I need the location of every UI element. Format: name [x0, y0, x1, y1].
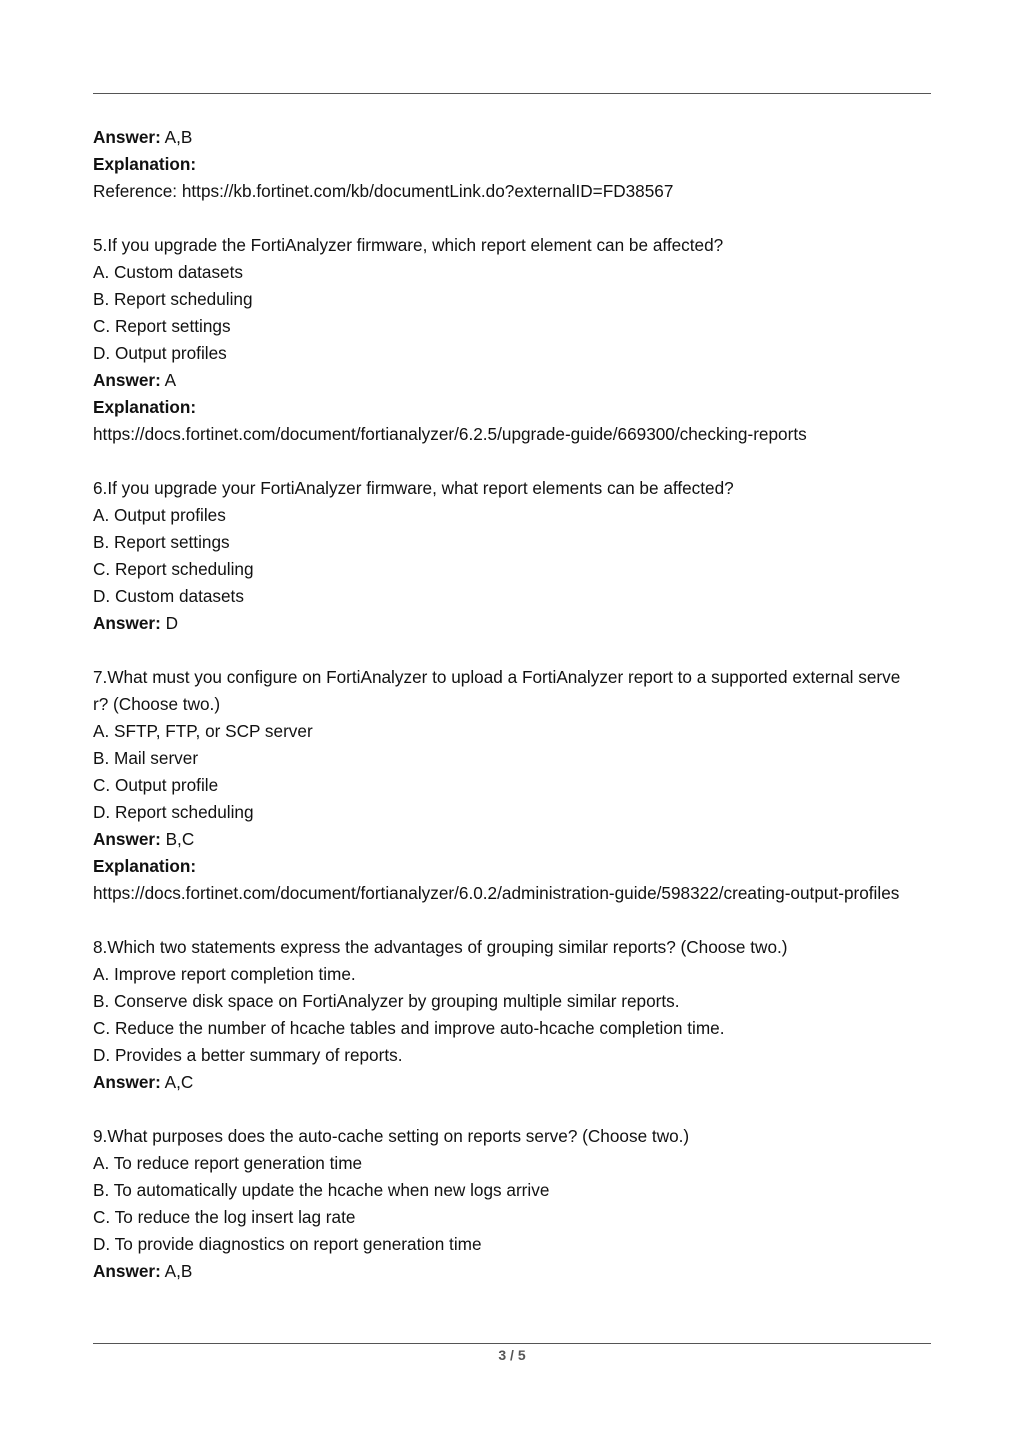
spacer	[93, 907, 933, 934]
question-block	[93, 475, 933, 637]
answer-label: Answer:	[93, 370, 161, 390]
option-c: C. Reduce the number of hcache tables and improve auto-hcache completion time.	[93, 1018, 725, 1038]
answer-line	[93, 1258, 933, 1285]
option-a: A. To reduce report generation time	[93, 1153, 363, 1173]
option-b: B. Report settings	[93, 532, 230, 552]
option-c: C. Report settings	[93, 316, 231, 336]
answer-label: Answer:	[93, 1072, 161, 1092]
spacer	[93, 1096, 933, 1123]
question-stem: 7.What must you configure on FortiAnalyzer to upload a FortiAnalyzer report to a supported external server? (Choose two.)	[93, 667, 901, 714]
option-d: D. Report scheduling	[93, 802, 254, 822]
option-d: D. Output profiles	[93, 343, 227, 363]
spacer	[93, 205, 933, 232]
answer-value: B,C	[165, 829, 195, 849]
explanation-text: Reference: https://kb.fortinet.com/kb/documentLink.do?externalID=FD38567	[93, 181, 674, 201]
option-b: B. To automatically update the hcache when new logs arrive	[93, 1180, 550, 1200]
option-d: D. To provide diagnostics on report generation time	[93, 1234, 482, 1254]
question-block	[93, 1123, 933, 1285]
answer-line	[93, 1069, 933, 1096]
option-a: A. Output profiles	[93, 505, 226, 525]
answer-line	[93, 124, 933, 151]
option-c: C. Report scheduling	[93, 559, 254, 579]
answer-line	[93, 826, 933, 853]
question-stem: 6.If you upgrade your FortiAnalyzer firmware, what report elements can be affected?	[93, 478, 734, 498]
answer-value: A	[164, 370, 177, 390]
answer-value: A,B	[164, 1261, 193, 1281]
page-number: 3 / 5	[498, 1347, 526, 1363]
option-a: A. Custom datasets	[93, 262, 243, 282]
explanation-label: Explanation:	[93, 856, 197, 876]
question-block	[93, 934, 933, 1096]
header-rule	[93, 93, 931, 94]
option-c: C. Output profile	[93, 775, 219, 795]
answer-value: D	[165, 613, 179, 633]
answer-value: A,C	[164, 1072, 194, 1092]
option-c: C. To reduce the log insert lag rate	[93, 1207, 356, 1227]
question-block	[93, 664, 933, 907]
answer-line	[93, 610, 933, 637]
answer-label: Answer:	[93, 1261, 161, 1281]
answer-value: A,B	[164, 127, 193, 147]
option-b: B. Conserve disk space on FortiAnalyzer by grouping multiple similar reports.	[93, 991, 680, 1011]
option-d: D. Provides a better summary of reports.	[93, 1045, 403, 1065]
footer-rule	[93, 1343, 931, 1344]
spacer	[93, 637, 933, 664]
explanation-text: https://docs.fortinet.com/document/fortianalyzer/6.0.2/administration-guide/598322/creating-output-profiles	[93, 883, 900, 903]
question-stem: 8.Which two statements express the advantages of grouping similar reports? (Choose two.)	[93, 937, 788, 957]
answer-line	[93, 367, 933, 394]
question-stem: 5.If you upgrade the FortiAnalyzer firmware, which report element can be affected?	[93, 235, 724, 255]
answer-label: Answer:	[93, 829, 161, 849]
option-b: B. Report scheduling	[93, 289, 253, 309]
question-stem: 9.What purposes does the auto-cache setting on reports serve? (Choose two.)	[93, 1126, 690, 1146]
answer-label: Answer:	[93, 613, 161, 633]
spacer	[93, 448, 933, 475]
explanation-label: Explanation:	[93, 397, 197, 417]
explanation-label: Explanation:	[93, 154, 197, 174]
question-block	[93, 232, 933, 448]
explanation-text: https://docs.fortinet.com/document/fortianalyzer/6.2.5/upgrade-guide/669300/checking-reports	[93, 424, 807, 444]
answer-label: Answer:	[93, 127, 161, 147]
option-d: D. Custom datasets	[93, 586, 244, 606]
option-b: B. Mail server	[93, 748, 199, 768]
option-a: A. SFTP, FTP, or SCP server	[93, 721, 313, 741]
option-a: A. Improve report completion time.	[93, 964, 356, 984]
document-body	[93, 124, 933, 1285]
